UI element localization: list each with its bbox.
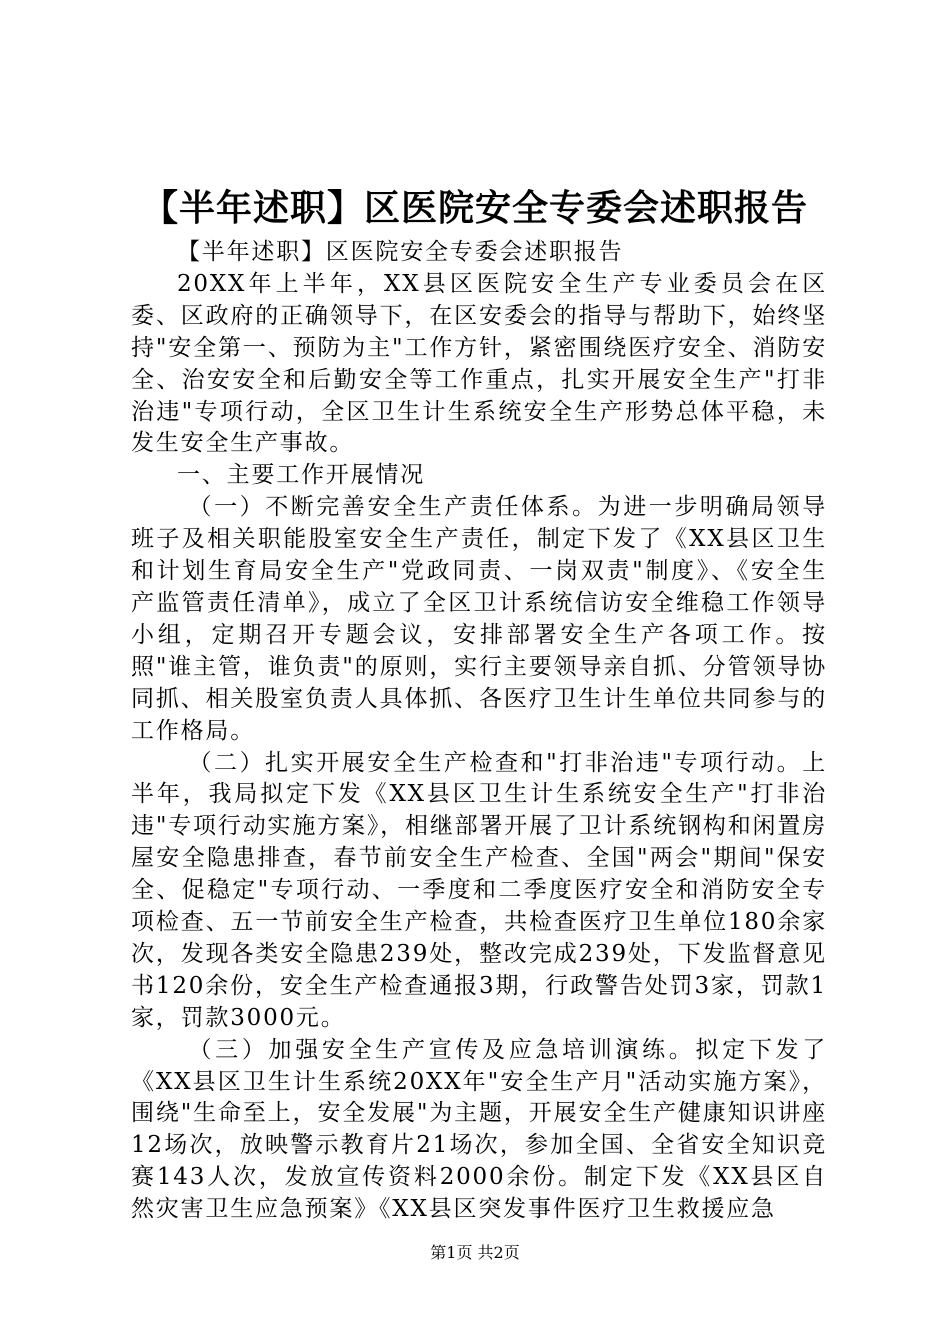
body-paragraph: （一）不断完善安全生产责任体系。为进一步明确局领导班子及相关职能股室安全生产责任，制定下发了《XX县区卫生和计划生育局安全生产"党政同责、一岗双责"制度》、《安全生产监管责任清单》，成立了全区卫计系统信访安全维稳工作领导小组，定期召开专题会议，安排部署安全生产各项工作。按照"谁主管，谁负责"的原则，实行主要领导亲自抓、分管领导协同抓、相关股室负责人具体抓、各医疗卫生计生单位共同参与的工作格局。 [131,494,827,744]
body-paragraph: （三）加强安全生产宣传及应急培训演练。拟定下发了《XX县区卫生计生系统20XX年"安全生产月"活动实施方案》，围绕"生命至上，安全发展"为主题，开展安全生产健康知识讲座12场次，放映警示教育片21场次，参加全国、全省安全知识竞赛143人次，发放宣传资料2000余份。制定下发《XX县区自然灾害卫生应急预案》《XX县区突发事件医疗卫生救援应急 [131,1036,827,1223]
body-paragraph: （二）扎实开展安全生产检查和"打非治违"专项行动。上半年，我局拟定下发《XX县区卫生计生系统安全生产"打非治违"专项行动实施方案》，相继部署开展了卫计系统钢构和闲置房屋安全隐患排查，春节前安全生产检查、全国"两会"期间"保安全、促稳定"专项行动、一季度和二季度医疗安全和消防安全专项检查、五一节前安全生产检查，共检查医疗卫生单位180余家次，发现各类安全隐患239处，整改完成239处，下发监督意见书120余份，安全生产检查通报3期，行政警告处罚3家，罚款1家，罚款3000元。 [131,749,827,1031]
document-body [131,237,827,1226]
intro-paragraph: 20XX年上半年，XX县区医院安全生产专业委员会在区委、区政府的正确领导下，在区安委会的指导与帮助下，始终坚持"安全第一、预防为主"工作方针，紧密围绕医疗安全、消防安全、治安安全和后勤安全等工作重点，扎实开展安全生产"打非治违"专项行动，全区卫生计生系统安全生产形势总体平稳，未发生安全生产事故。 [131,270,827,457]
page-footer: 第1页 共2页 [430,1243,520,1262]
document-title: 【半年述职】区医院安全专委会述职报告 [141,187,808,229]
subtitle-paragraph: 【半年述职】区医院安全专委会述职报告 [177,239,624,265]
section-heading: 一、主要工作开展情况 [177,462,425,489]
